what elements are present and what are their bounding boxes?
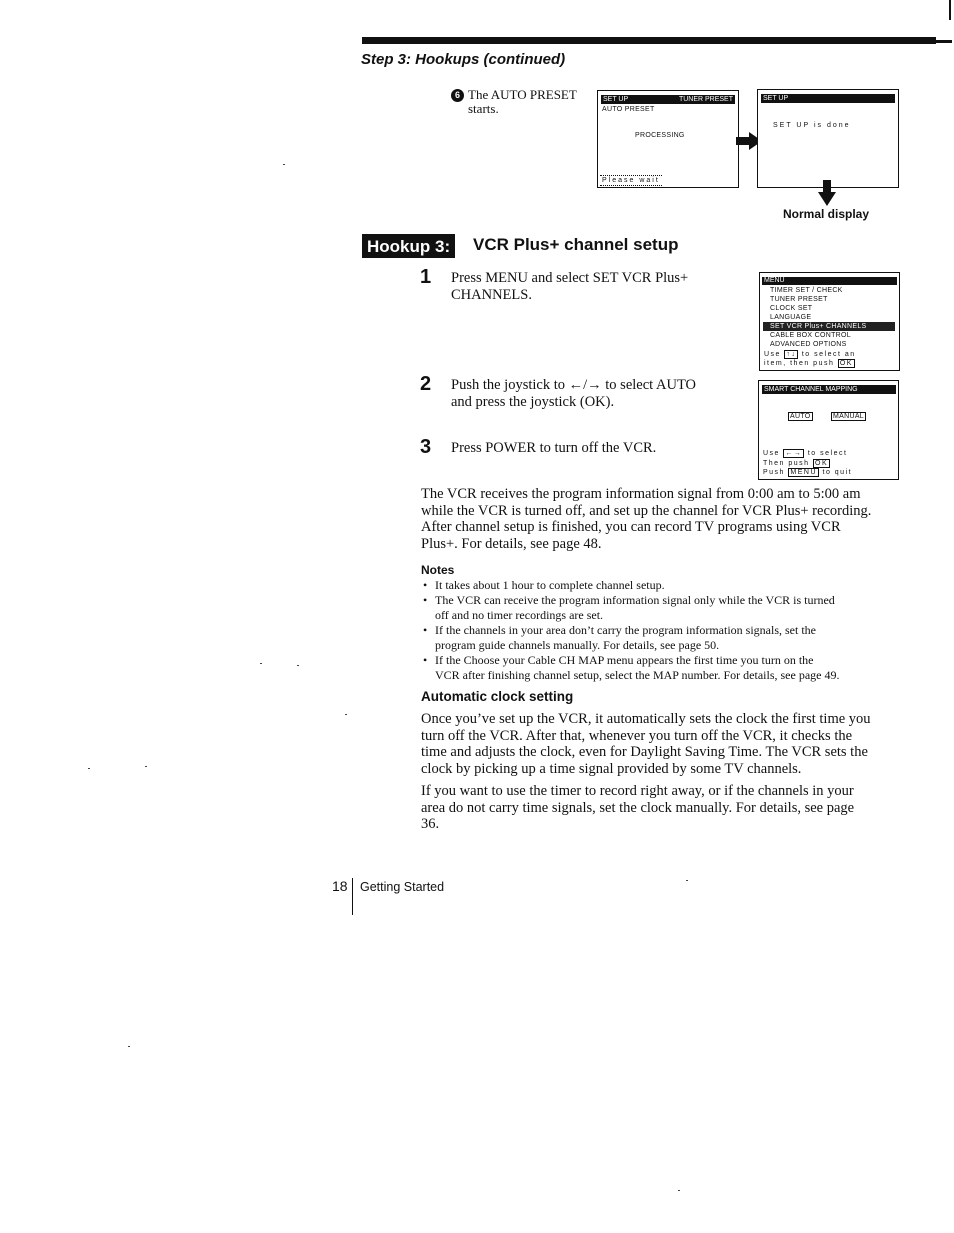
paragraph-timer [421, 783, 911, 833]
menu-item: CLOCK SET [770, 305, 813, 312]
step-line: Press MENU and select SET VCR Plus+ [451, 270, 689, 286]
bar-left-label: SET UP [603, 96, 629, 103]
up-down-arrows-icon: ↑↓ [786, 351, 797, 358]
bar-label: MENU [764, 277, 785, 284]
note-line: • The VCR can receive the program information signal only while the VCR is turned [435, 593, 835, 607]
hint-text: to quit [822, 469, 853, 476]
paragraph-line: turn off the VCR. After that, whenever you turn off the VCR, it checks the [421, 727, 853, 744]
scan-speck [128, 1046, 130, 1047]
notes-list [421, 578, 901, 683]
paragraph-channel-info [421, 486, 911, 552]
mapping-options [788, 412, 866, 421]
menu-item: LANGUAGE [770, 314, 812, 321]
step-text [451, 440, 751, 457]
option-auto: AUTO [790, 413, 811, 420]
bar-label: SMART CHANNEL MAPPING [764, 386, 858, 393]
note-line: VCR after finishing channel setup, select the MAP number. For details, see page 49. [435, 668, 840, 682]
screen-channel-mapping [758, 380, 899, 480]
bar-right-label: TUNER PRESET [678, 96, 733, 103]
step-line: CHANNELS. [451, 287, 532, 303]
hint-text: Use [763, 450, 780, 457]
note-item [421, 578, 901, 593]
hint-text: to select [807, 450, 848, 457]
step-text [451, 377, 751, 411]
note-line: • It takes about 1 hour to complete channel setup. [435, 578, 665, 592]
paragraph-line: while the VCR is turned off, and set up the channel for VCR Plus+ recording. [421, 502, 872, 519]
page-number: 18 [332, 878, 348, 894]
screen-setup-done [757, 89, 899, 188]
menu-item: CABLE BOX CONTROL [770, 332, 851, 339]
paragraph-clock [421, 711, 911, 777]
hint-text: Use [764, 351, 781, 358]
note-line: program guide channels manually. For details, see page 50. [435, 638, 720, 652]
scan-speck [145, 766, 147, 767]
screen-menu [759, 272, 900, 371]
note-item [421, 623, 901, 653]
ok-box: OK [839, 360, 853, 367]
scan-speck [88, 768, 90, 769]
step-text [451, 270, 751, 304]
paragraph-line: Once you’ve set up the VCR, it automatically sets the clock the first time you [421, 711, 871, 727]
normal-display-label: Normal display [783, 207, 870, 221]
hookup-tag: Hookup 3: [362, 234, 455, 258]
mapping-hint [763, 459, 830, 468]
paragraph-line: area do not carry time signals, set the clock manually. For details, see page [421, 799, 855, 816]
step-number: 1 [420, 266, 432, 288]
note-item [421, 593, 901, 623]
menu-item: TUNER PRESET [770, 296, 828, 303]
menu-hint [764, 350, 856, 359]
menu-item-selected: SET VCR Plus+ CHANNELS [763, 322, 895, 331]
arrow-down-icon [818, 180, 836, 206]
step-number: 3 [420, 436, 432, 458]
hint-text: item, then push [764, 360, 835, 367]
please-wait-text: Please wait [602, 177, 660, 184]
step-line: Press POWER to turn off the VCR. [451, 440, 657, 456]
top-rule [362, 37, 936, 44]
mapping-hint [763, 449, 847, 458]
scan-speck [297, 665, 299, 666]
paragraph-line: If you want to use the timer to record right away, or if the channels in your [421, 783, 854, 799]
paragraph-line: The VCR receives the program information signal from 0:00 am to 5:00 am [421, 486, 861, 502]
footer-rule [352, 878, 353, 915]
step6-line1: The AUTO PRESET [468, 87, 577, 102]
menu-hint [764, 359, 855, 368]
option-manual: MANUAL [833, 413, 865, 420]
screen-line: PROCESSING [635, 132, 685, 139]
paragraph-line: 36. [421, 816, 440, 832]
note-item [421, 653, 901, 683]
paragraph-line: Plus+. For details, see page 48. [421, 535, 602, 552]
screen-line: SET UP is done [773, 122, 851, 129]
left-right-arrows-icon: ←→ [785, 450, 803, 457]
scan-speck [345, 714, 347, 715]
menu-item: ADVANCED OPTIONS [770, 341, 847, 348]
menu-item: TIMER SET / CHECK [770, 287, 843, 294]
notes-title: Notes [421, 563, 455, 577]
scan-speck [686, 880, 688, 881]
screen-title-bar [601, 95, 735, 104]
step6-line2: starts. [468, 101, 499, 116]
screen-title-bar [762, 385, 896, 394]
step-line: and press the joystick (OK). [451, 394, 615, 410]
screen-auto-preset [597, 90, 739, 188]
hint-text: to select an [801, 351, 856, 358]
step6-text [451, 88, 581, 116]
clock-section-title: Automatic clock setting [421, 689, 574, 704]
paragraph-line: After channel setup is finished, you can record TV programs using VCR [421, 519, 841, 535]
scan-speck [260, 663, 262, 664]
paragraph-line: clock by picking up a time signal provided by some TV channels. [421, 760, 802, 777]
paragraph-line: time and adjusts the clock, even for Daylight Saving Time. The VCR sets the [421, 744, 868, 760]
step6-number: 6 [451, 89, 464, 102]
mapping-hint [763, 468, 852, 477]
step-line: Push the joystick to ←/→ to select AUTO [451, 377, 697, 393]
screen-line: AUTO PRESET [602, 106, 655, 113]
ok-box: OK [815, 460, 829, 467]
menu-box: MENU [790, 469, 818, 476]
note-line: • If the Choose your Cable CH MAP menu appears the first time you turn on the [435, 653, 814, 667]
bar-left-label: SET UP [763, 95, 789, 102]
step-number: 2 [420, 373, 432, 395]
footer-section: Getting Started [360, 880, 445, 894]
screen-title-bar [762, 277, 897, 285]
hint-text: Then push [763, 460, 810, 467]
top-rule-tail [936, 40, 952, 43]
hookup-title: VCR Plus+ channel setup [473, 235, 679, 254]
note-line: off and no timer recordings are set. [435, 608, 604, 622]
step-header: Step 3: Hookups (continued) [361, 51, 566, 68]
hint-text: Push [763, 469, 785, 476]
screen-title-bar [761, 94, 895, 103]
scan-speck [678, 1190, 680, 1191]
note-line: • If the channels in your area don’t carry the program information signals, set the [435, 623, 816, 637]
page-edge-mark [949, 0, 951, 20]
scan-speck [283, 164, 285, 165]
